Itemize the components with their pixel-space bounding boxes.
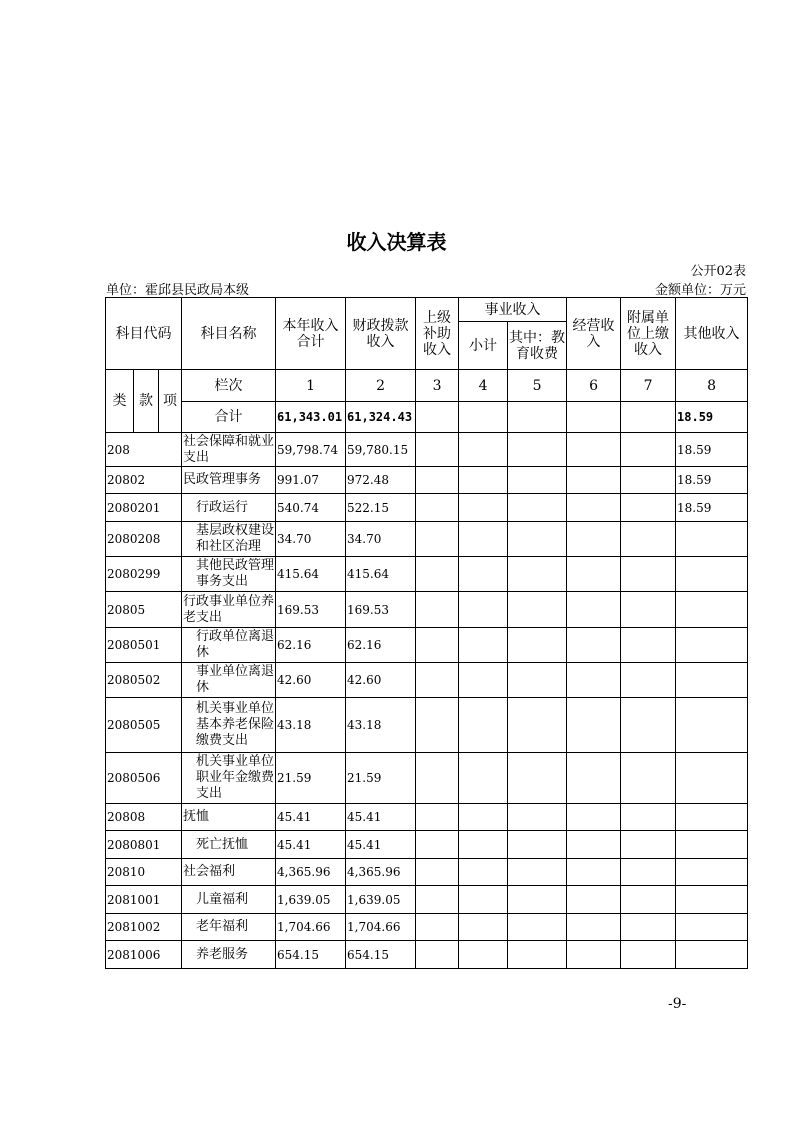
row-total: 169.53	[276, 592, 346, 628]
row-other	[676, 522, 748, 557]
table-row	[106, 859, 748, 886]
row-fiscal: 1,704.66	[346, 914, 416, 941]
row-total: 540.74	[276, 494, 346, 522]
row-name: 其他民政管理事务支出	[182, 557, 276, 592]
row-name: 基层政权建设和社区治理	[182, 522, 276, 557]
row-other	[676, 753, 748, 804]
row-fiscal: 169.53	[346, 592, 416, 628]
row-code: 2080208	[106, 522, 182, 557]
row-other: 18.59	[676, 467, 748, 494]
row-total: 42.60	[276, 663, 346, 698]
row-fiscal: 62.16	[346, 628, 416, 663]
header-business: 事业收入	[459, 298, 567, 322]
row-code: 20805	[106, 592, 182, 628]
total-amount: 61,343.01	[276, 402, 346, 433]
total-fiscal: 61,324.43	[346, 402, 416, 433]
row-other	[676, 859, 748, 886]
row-other	[676, 941, 748, 969]
header-affiliated: 附属单位上缴收入	[621, 298, 676, 370]
row-other	[676, 914, 748, 941]
col-no: 8	[676, 370, 748, 402]
unit-label: 单位：霍邱县民政局本级	[106, 283, 250, 298]
form-number: 公开02表	[690, 264, 746, 279]
row-fiscal: 522.15	[346, 494, 416, 522]
header-name: 科目名称	[182, 298, 276, 370]
row-name: 老年福利	[182, 914, 276, 941]
header-edu: 其中：教育收费	[508, 322, 567, 370]
col-no: 5	[508, 370, 567, 402]
row-other	[676, 804, 748, 831]
col-no: 3	[416, 370, 459, 402]
row-other	[676, 628, 748, 663]
row-fiscal: 4,365.96	[346, 859, 416, 886]
header-code: 科目代码	[106, 298, 182, 370]
row-total: 21.59	[276, 753, 346, 804]
table-row	[106, 663, 748, 698]
row-name: 行政单位离退休	[182, 628, 276, 663]
row-other	[676, 592, 748, 628]
row-total: 45.41	[276, 804, 346, 831]
table-row	[106, 753, 748, 804]
col-no: 6	[567, 370, 621, 402]
row-code: 20808	[106, 804, 182, 831]
row-fiscal: 43.18	[346, 698, 416, 753]
row-other	[676, 698, 748, 753]
row-total: 991.07	[276, 467, 346, 494]
table-row	[106, 831, 748, 859]
row-code: 2081002	[106, 914, 182, 941]
row-total: 59,798.74	[276, 433, 346, 467]
row-name: 养老服务	[182, 941, 276, 969]
table-row	[106, 522, 748, 557]
row-other	[676, 557, 748, 592]
table-row	[106, 628, 748, 663]
table-row	[106, 941, 748, 969]
money-unit-label: 金额单位：万元	[654, 283, 746, 298]
income-table	[105, 297, 748, 969]
row-name: 行政事业单位养老支出	[182, 592, 276, 628]
row-name: 事业单位离退休	[182, 663, 276, 698]
row-total: 1,704.66	[276, 914, 346, 941]
header-operating: 经营收入	[567, 298, 621, 370]
row-total: 4,365.96	[276, 859, 346, 886]
row-other: 18.59	[676, 433, 748, 467]
row-code: 2080501	[106, 628, 182, 663]
row-name: 社会福利	[182, 859, 276, 886]
col-no: 1	[276, 370, 346, 402]
row-code: 2081006	[106, 941, 182, 969]
table-row	[106, 698, 748, 753]
row-fiscal: 972.48	[346, 467, 416, 494]
row-fiscal: 45.41	[346, 831, 416, 859]
table-row	[106, 886, 748, 914]
row-fiscal: 21.59	[346, 753, 416, 804]
table-row	[106, 592, 748, 628]
row-code: 2081001	[106, 886, 182, 914]
col-no: 2	[346, 370, 416, 402]
row-name: 机关事业单位基本养老保险缴费支出	[182, 698, 276, 753]
row-other	[676, 831, 748, 859]
table-row	[106, 914, 748, 941]
row-other	[676, 886, 748, 914]
row-total: 415.64	[276, 557, 346, 592]
header-total: 本年收入合计	[276, 298, 346, 370]
total-other: 18.59	[676, 402, 748, 433]
row-code: 2080801	[106, 831, 182, 859]
table-row	[106, 557, 748, 592]
row-fiscal: 415.64	[346, 557, 416, 592]
header-superior: 上级补助收入	[416, 298, 459, 370]
row-total: 45.41	[276, 831, 346, 859]
total-label: 合计	[182, 402, 276, 433]
row-total: 62.16	[276, 628, 346, 663]
table-row	[106, 494, 748, 522]
table-row	[106, 433, 748, 467]
row-name: 抚恤	[182, 804, 276, 831]
document-title: 收入决算表	[346, 230, 447, 254]
row-code: 2080201	[106, 494, 182, 522]
row-other	[676, 663, 748, 698]
header-lei: 类	[106, 370, 134, 433]
row-fiscal: 654.15	[346, 941, 416, 969]
row-code: 2080506	[106, 753, 182, 804]
row-name: 社会保障和就业支出	[183, 433, 275, 465]
col-no: 4	[459, 370, 508, 402]
row-total: 1,639.05	[276, 886, 346, 914]
row-total: 654.15	[276, 941, 346, 969]
row-code: 20810	[106, 859, 182, 886]
row-code: 208	[106, 433, 182, 467]
row-code: 20802	[106, 467, 182, 494]
row-other: 18.59	[676, 494, 748, 522]
row-fiscal: 34.70	[346, 522, 416, 557]
row-fiscal: 1,639.05	[346, 886, 416, 914]
row-fiscal: 59,780.15	[346, 433, 416, 467]
row-code: 2080299	[106, 557, 182, 592]
row-fiscal: 45.41	[346, 804, 416, 831]
page-number: -9-	[668, 996, 687, 1012]
header-xiang: 项	[159, 370, 182, 433]
row-total: 43.18	[276, 698, 346, 753]
row-name: 儿童福利	[182, 886, 276, 914]
row-name: 民政管理事务	[182, 467, 276, 494]
row-name: 机关事业单位职业年金缴费支出	[182, 753, 276, 804]
table-row	[106, 804, 748, 831]
table-row	[106, 467, 748, 494]
row-fiscal: 42.60	[346, 663, 416, 698]
row-code: 2080505	[106, 698, 182, 753]
header-fiscal: 财政拨款收入	[346, 298, 416, 370]
col-no: 7	[621, 370, 676, 402]
row-name: 死亡抚恤	[182, 831, 276, 859]
row-name: 行政运行	[182, 494, 276, 522]
header-subtotal: 小计	[459, 322, 508, 370]
header-kuan: 款	[134, 370, 159, 433]
row-total: 34.70	[276, 522, 346, 557]
header-lanci: 栏次	[182, 370, 276, 402]
row-code: 2080502	[106, 663, 182, 698]
header-other: 其他收入	[676, 298, 748, 370]
